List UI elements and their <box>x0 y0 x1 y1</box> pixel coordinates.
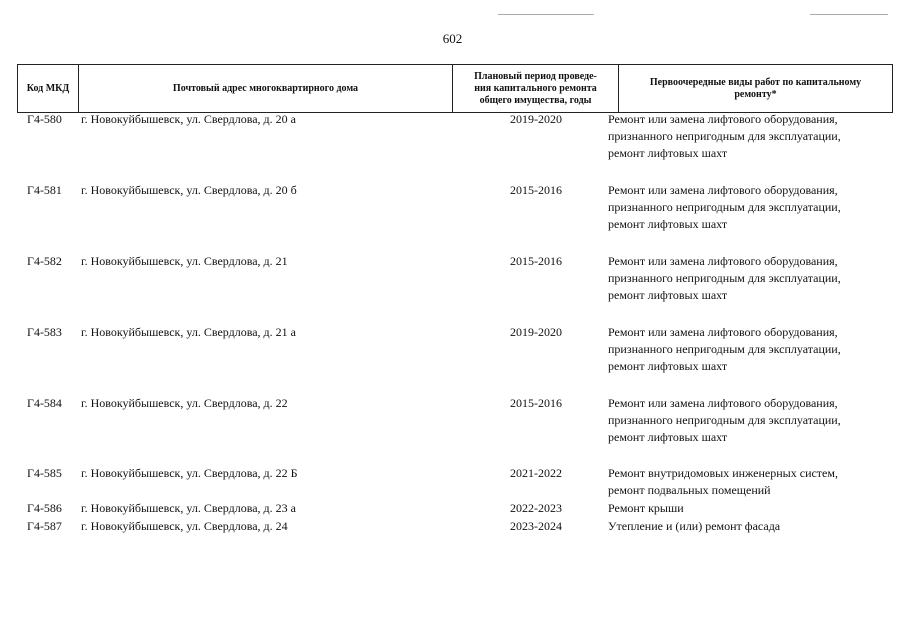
row-works <box>608 500 893 517</box>
header-works <box>619 65 893 112</box>
row-code: Г4-586 <box>27 501 62 515</box>
row-works-line: признанного непригодным для эксплуатации, <box>608 129 841 143</box>
row-works-line: признанного непригодным для эксплуатации, <box>608 271 841 285</box>
row-works-line: Ремонт крыши <box>608 501 684 515</box>
header-period-line: ния капитального ремонта <box>474 82 597 94</box>
row-works <box>608 182 893 233</box>
row-period: 2015-2016 <box>510 254 562 268</box>
row-works <box>608 253 893 304</box>
row-period: 2021-2022 <box>510 466 562 480</box>
row-works-line: Ремонт или замена лифтового оборудования, <box>608 325 838 339</box>
row-address: г. Новокуйбышевск, ул. Свердлова, д. 20 б <box>81 183 297 197</box>
row-works-line: Ремонт или замена лифтового оборудования, <box>608 112 838 126</box>
row-works <box>608 395 893 446</box>
header-works-line: Первоочередные виды работ по капитальному <box>649 76 862 88</box>
page-number: 602 <box>442 31 463 46</box>
table-header <box>17 64 893 113</box>
row-period: 2019-2020 <box>510 325 562 339</box>
row-works-line: ремонт лифтовых шахт <box>608 430 728 444</box>
row-works-line: признанного непригодным для эксплуатации, <box>608 200 841 214</box>
row-period: 2019-2020 <box>510 112 562 126</box>
row-code: Г4-587 <box>27 519 62 533</box>
row-period: 2015-2016 <box>510 183 562 197</box>
row-works-line: ремонт подвальных помещений <box>608 483 771 497</box>
header-period-line: Плановый период проведе- <box>474 70 597 82</box>
row-address: г. Новокуйбышевск, ул. Свердлова, д. 22 Б <box>81 466 298 480</box>
row-address: г. Новокуйбышевск, ул. Свердлова, д. 21 а <box>81 325 296 339</box>
row-works <box>608 518 893 535</box>
scan-artifact-line <box>810 14 888 15</box>
row-works-line: Ремонт или замена лифтового оборудования, <box>608 396 838 410</box>
scan-artifact-line <box>498 14 594 15</box>
row-code: Г4-581 <box>27 183 62 197</box>
row-code: Г4-583 <box>27 325 62 339</box>
row-period: 2022-2023 <box>510 501 562 515</box>
row-works <box>608 111 893 162</box>
row-works-line: ремонт лифтовых шахт <box>608 217 728 231</box>
row-works <box>608 465 893 499</box>
row-code: Г4-585 <box>27 466 62 480</box>
row-code: Г4-582 <box>27 254 62 268</box>
header-code: Код МКД <box>17 65 79 112</box>
header-works-line: ремонту* <box>734 88 777 100</box>
header-period <box>453 65 619 112</box>
row-works-line: Ремонт или замена лифтового оборудования, <box>608 183 838 197</box>
header-period-line: общего имущества, годы <box>479 94 592 106</box>
row-works-line: признанного непригодным для эксплуатации, <box>608 342 841 356</box>
row-address: г. Новокуйбышевск, ул. Свердлова, д. 22 <box>81 396 288 410</box>
row-address: г. Новокуйбышевск, ул. Свердлова, д. 20 а <box>81 112 296 126</box>
row-address: г. Новокуйбышевск, ул. Свердлова, д. 23 а <box>81 501 296 515</box>
row-period: 2023-2024 <box>510 519 562 533</box>
row-works <box>608 324 893 375</box>
row-code: Г4-580 <box>27 112 62 126</box>
row-period: 2015-2016 <box>510 396 562 410</box>
row-code: Г4-584 <box>27 396 62 410</box>
row-works-line: Утепление и (или) ремонт фасада <box>608 519 781 533</box>
row-works-line: ремонт лифтовых шахт <box>608 359 728 373</box>
row-works-line: ремонт лифтовых шахт <box>608 146 728 160</box>
row-works-line: Ремонт или замена лифтового оборудования, <box>608 254 838 268</box>
header-address: Почтовый адрес многоквартирного дома <box>79 65 453 112</box>
row-address: г. Новокуйбышевск, ул. Свердлова, д. 21 <box>81 254 288 268</box>
row-works-line: ремонт лифтовых шахт <box>608 288 728 302</box>
row-works-line: признанного непригодным для эксплуатации, <box>608 413 841 427</box>
row-works-line: Ремонт внутридомовых инженерных систем, <box>608 466 838 480</box>
row-address: г. Новокуйбышевск, ул. Свердлова, д. 24 <box>81 519 288 533</box>
